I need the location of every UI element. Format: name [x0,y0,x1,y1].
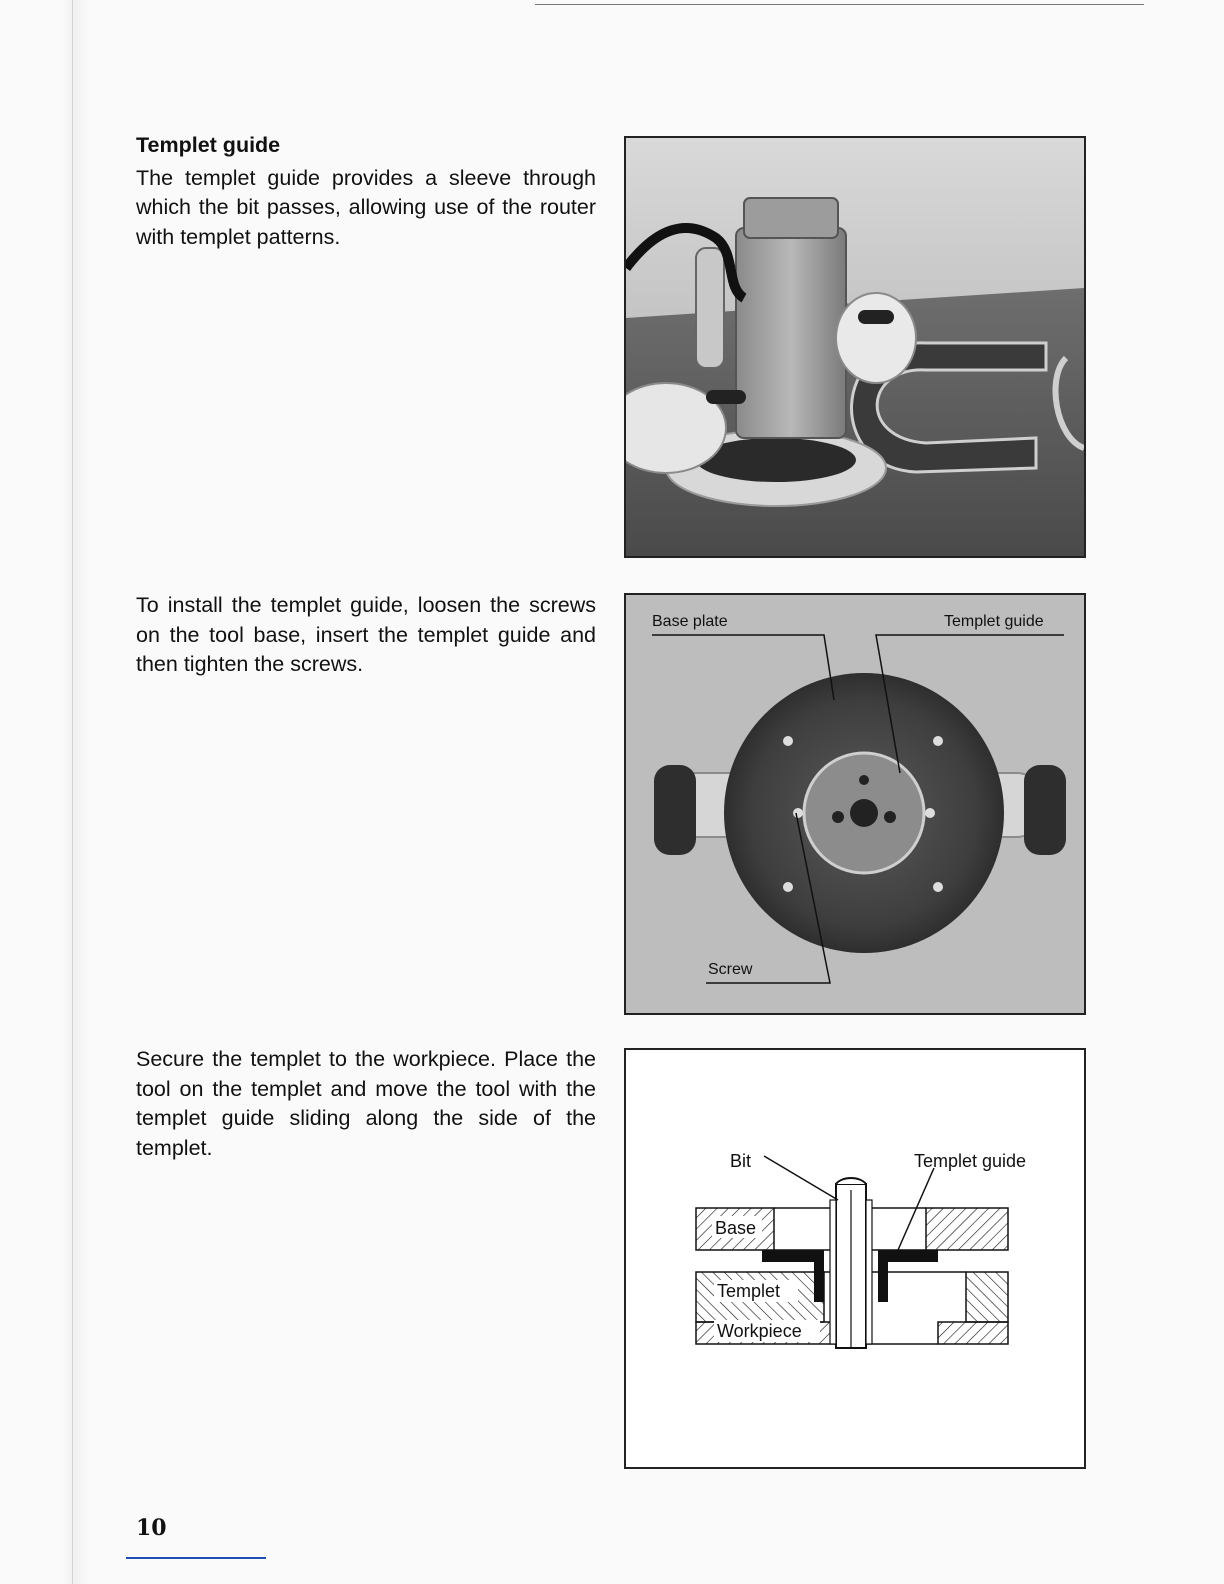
label-templet: Templet [717,1281,781,1301]
callout-base-plate: Base plate [652,613,728,630]
label-bit: Bit [730,1151,752,1171]
page-number: 10 [136,1515,167,1541]
label-workpiece: Workpiece [717,1321,802,1341]
section-templet-guide [136,131,596,252]
section-paragraph: Secure the templet to the workpiece. Place the tool on the templet and move the tool with the templet guide sliding along the side of the templet. [136,1047,596,1160]
base-plate-illustration [626,595,1084,1013]
base-plate-figure [624,593,1086,1015]
label-templet-guide: Templet guide [914,1151,1027,1171]
cross-section-diagram [624,1048,1086,1469]
section-paragraph: The templet guide provides a sleeve through which the bit passes, allowing use of the router with templet patterns. [136,165,596,249]
callout-templet-guide: Templet guide [944,613,1044,630]
section-paragraph: To install the templet guide, loosen the screws on the tool base, insert the templet guide and then tighten the screws. [136,593,596,676]
top-rule [535,4,1144,5]
callout-screw: Screw [708,961,753,978]
section-install-guide [136,591,596,680]
page-binding-shadow [62,0,88,1584]
router-photo-figure [624,136,1086,558]
section-secure-templet [136,1045,596,1163]
cross-section-svg [626,1050,1084,1467]
router-photo-illustration [626,138,1084,556]
page-number-underline [126,1557,266,1559]
page-binding-line [72,0,73,1584]
label-base: Base [715,1218,757,1238]
section-heading: Templet guide [136,133,281,157]
